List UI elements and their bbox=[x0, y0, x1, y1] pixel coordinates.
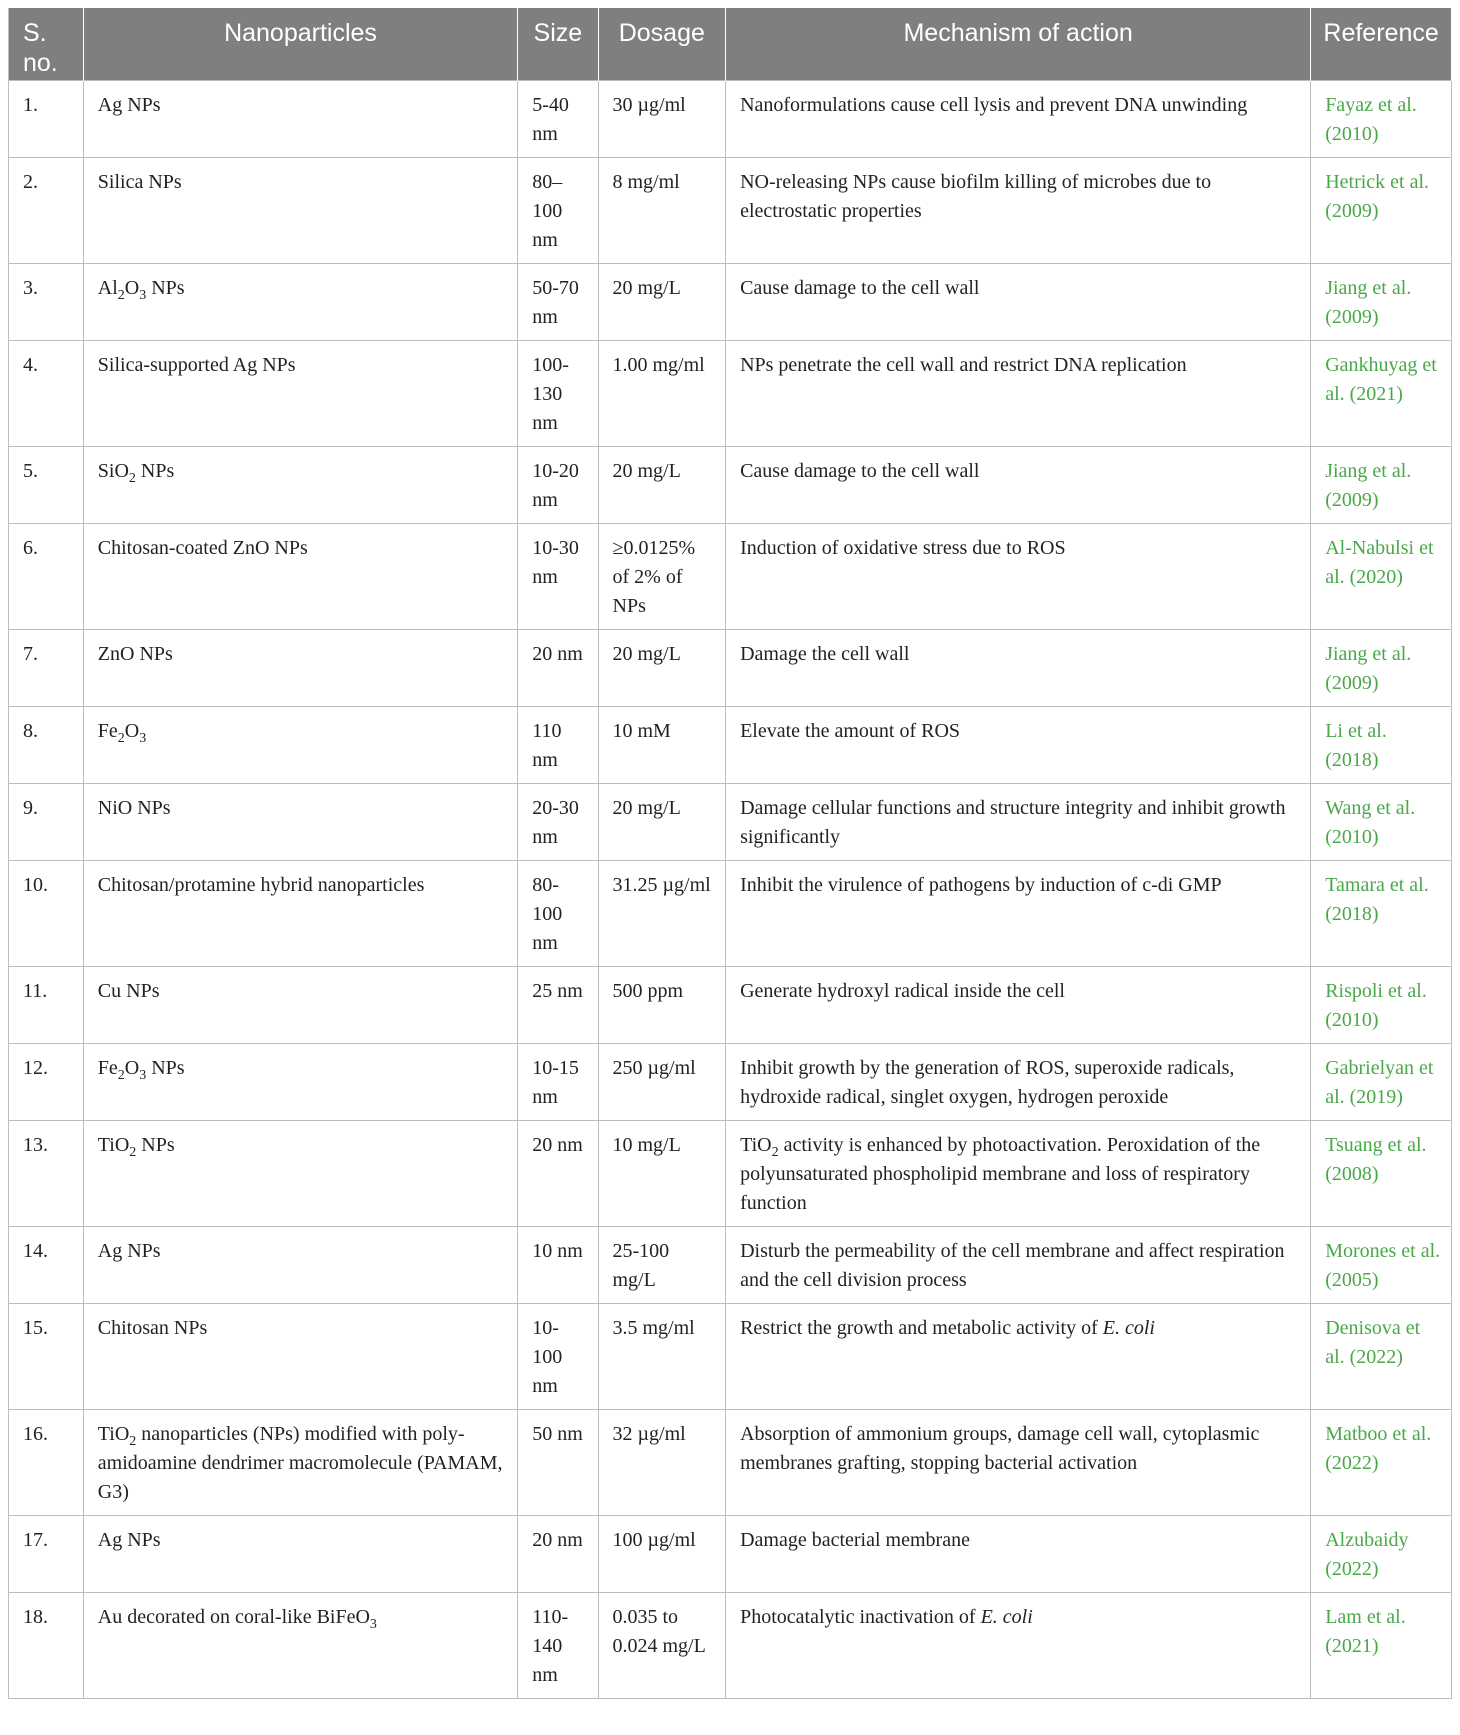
cell-mechanism: Inhibit the virulence of pathogens by induction of c-di GMP bbox=[726, 860, 1311, 966]
cell-mechanism: NO-releasing NPs cause biofilm killing of microbes due to electrostatic properties bbox=[726, 157, 1311, 263]
cell-mechanism: Photocatalytic inactivation of E. coli bbox=[726, 1592, 1311, 1698]
cell-size: 10-100 nm bbox=[518, 1303, 598, 1409]
cell-sno: 13. bbox=[9, 1120, 84, 1226]
cell-size: 20-30 nm bbox=[518, 783, 598, 860]
cell-nanoparticle: ZnO NPs bbox=[83, 629, 517, 706]
cell-size: 10 nm bbox=[518, 1226, 598, 1303]
cell-reference[interactable]: Wang et al. (2010) bbox=[1311, 783, 1452, 860]
cell-size: 50-70 nm bbox=[518, 263, 598, 340]
table-row bbox=[9, 860, 1452, 966]
header-size: Size bbox=[518, 8, 598, 80]
cell-dosage: 20 mg/L bbox=[598, 629, 726, 706]
cell-dosage: 31.25 µg/ml bbox=[598, 860, 726, 966]
cell-nanoparticle: TiO$_2$ NPs bbox=[83, 1120, 517, 1226]
cell-reference[interactable]: Denisova et al. (2022) bbox=[1311, 1303, 1452, 1409]
cell-nanoparticle: $Fe_2O_3$ NPs bbox=[83, 1043, 517, 1120]
cell-nanoparticle: Au decorated on coral-like BiFeO$_3$ bbox=[83, 1592, 517, 1698]
cell-sno: 15. bbox=[9, 1303, 84, 1409]
cell-sno: 17. bbox=[9, 1515, 84, 1592]
table-row bbox=[9, 783, 1452, 860]
cell-sno: 9. bbox=[9, 783, 84, 860]
cell-mechanism: Restrict the growth and metabolic activity of E. coli bbox=[726, 1303, 1311, 1409]
cell-sno: 4. bbox=[9, 340, 84, 446]
cell-dosage: 30 µg/ml bbox=[598, 80, 726, 157]
cell-dosage: 20 mg/L bbox=[598, 446, 726, 523]
table-row bbox=[9, 966, 1452, 1043]
cell-mechanism: Inhibit growth by the generation of ROS, superoxide radicals, hydroxide radical, singlet oxygen, hydrogen peroxide bbox=[726, 1043, 1311, 1120]
table-row bbox=[9, 446, 1452, 523]
cell-reference[interactable]: Li et al. (2018) bbox=[1311, 706, 1452, 783]
cell-mechanism: Damage the cell wall bbox=[726, 629, 1311, 706]
cell-reference[interactable]: Tamara et al. (2018) bbox=[1311, 860, 1452, 966]
cell-size: 110-140 nm bbox=[518, 1592, 598, 1698]
cell-nanoparticle: Chitosan NPs bbox=[83, 1303, 517, 1409]
cell-nanoparticle: Ag NPs bbox=[83, 80, 517, 157]
cell-mechanism: TiO$_2$ activity is enhanced by photoactivation. Peroxidation of the polyunsaturated phospholipid membrane and loss of respiratory function bbox=[726, 1120, 1311, 1226]
table-row bbox=[9, 1515, 1452, 1592]
table-row bbox=[9, 80, 1452, 157]
cell-size: 20 nm bbox=[518, 1120, 598, 1226]
cell-nanoparticle: Chitosan-coated ZnO NPs bbox=[83, 523, 517, 629]
cell-mechanism: Absorption of ammonium groups, damage cell wall, cytoplasmic membranes grafting, stopping bacterial activation bbox=[726, 1409, 1311, 1515]
cell-sno: 7. bbox=[9, 629, 84, 706]
header-mechanism: Mechanism of action bbox=[726, 8, 1311, 80]
cell-size: 5-40 nm bbox=[518, 80, 598, 157]
table-row bbox=[9, 1409, 1452, 1515]
cell-dosage: 3.5 mg/ml bbox=[598, 1303, 726, 1409]
cell-dosage: 10 mM bbox=[598, 706, 726, 783]
cell-mechanism: Damage bacterial membrane bbox=[726, 1515, 1311, 1592]
cell-size: 10-15 nm bbox=[518, 1043, 598, 1120]
cell-size: 20 nm bbox=[518, 1515, 598, 1592]
table-body bbox=[9, 80, 1452, 1698]
cell-sno: 6. bbox=[9, 523, 84, 629]
cell-nanoparticle: Cu NPs bbox=[83, 966, 517, 1043]
cell-dosage: 250 µg/ml bbox=[598, 1043, 726, 1120]
cell-size: 80-100 nm bbox=[518, 860, 598, 966]
cell-size: 50 nm bbox=[518, 1409, 598, 1515]
cell-reference[interactable]: Tsuang et al. (2008) bbox=[1311, 1120, 1452, 1226]
cell-mechanism: Disturb the permeability of the cell membrane and affect respiration and the cell division process bbox=[726, 1226, 1311, 1303]
cell-dosage: 10 mg/L bbox=[598, 1120, 726, 1226]
cell-reference[interactable]: Hetrick et al. (2009) bbox=[1311, 157, 1452, 263]
cell-nanoparticle: Chitosan/protamine hybrid nanoparticles bbox=[83, 860, 517, 966]
cell-reference[interactable]: Jiang et al. (2009) bbox=[1311, 629, 1452, 706]
cell-nanoparticle: Ag NPs bbox=[83, 1226, 517, 1303]
header-row bbox=[9, 8, 1452, 80]
cell-dosage: 0.035 to 0.024 mg/L bbox=[598, 1592, 726, 1698]
cell-mechanism: Cause damage to the cell wall bbox=[726, 446, 1311, 523]
cell-sno: 14. bbox=[9, 1226, 84, 1303]
cell-sno: 1. bbox=[9, 80, 84, 157]
cell-nanoparticle: SiO$_2$ NPs bbox=[83, 446, 517, 523]
cell-nanoparticle: Ag NPs bbox=[83, 1515, 517, 1592]
cell-mechanism: Damage cellular functions and structure integrity and inhibit growth significantly bbox=[726, 783, 1311, 860]
cell-sno: 3. bbox=[9, 263, 84, 340]
table-row bbox=[9, 340, 1452, 446]
cell-nanoparticle: Silica-supported Ag NPs bbox=[83, 340, 517, 446]
cell-dosage: 20 mg/L bbox=[598, 263, 726, 340]
cell-sno: 18. bbox=[9, 1592, 84, 1698]
cell-reference[interactable]: Fayaz et al. (2010) bbox=[1311, 80, 1452, 157]
table-row bbox=[9, 1120, 1452, 1226]
cell-sno: 10. bbox=[9, 860, 84, 966]
cell-reference[interactable]: Alzubaidy (2022) bbox=[1311, 1515, 1452, 1592]
cell-size: 20 nm bbox=[518, 629, 598, 706]
cell-reference[interactable]: Matboo et al. (2022) bbox=[1311, 1409, 1452, 1515]
cell-sno: 2. bbox=[9, 157, 84, 263]
cell-nanoparticle: NiO NPs bbox=[83, 783, 517, 860]
cell-reference[interactable]: Gankhuyag et al. (2021) bbox=[1311, 340, 1452, 446]
cell-sno: 8. bbox=[9, 706, 84, 783]
cell-mechanism: Cause damage to the cell wall bbox=[726, 263, 1311, 340]
cell-size: 110 nm bbox=[518, 706, 598, 783]
table-row bbox=[9, 1303, 1452, 1409]
table-row bbox=[9, 629, 1452, 706]
cell-mechanism: Elevate the amount of ROS bbox=[726, 706, 1311, 783]
header-sno: S. no. bbox=[9, 8, 84, 80]
cell-reference[interactable]: Jiang et al. (2009) bbox=[1311, 446, 1452, 523]
cell-reference[interactable]: Lam et al. (2021) bbox=[1311, 1592, 1452, 1698]
cell-dosage: 8 mg/ml bbox=[598, 157, 726, 263]
cell-mechanism: Generate hydroxyl radical inside the cell bbox=[726, 966, 1311, 1043]
cell-size: 10-20 nm bbox=[518, 446, 598, 523]
nanoparticles-table bbox=[8, 8, 1452, 1699]
cell-sno: 12. bbox=[9, 1043, 84, 1120]
cell-mechanism: NPs penetrate the cell wall and restrict DNA replication bbox=[726, 340, 1311, 446]
cell-reference[interactable]: Morones et al. (2005) bbox=[1311, 1226, 1452, 1303]
table-row bbox=[9, 1592, 1452, 1698]
cell-dosage: 25-100 mg/L bbox=[598, 1226, 726, 1303]
table-row bbox=[9, 157, 1452, 263]
header-reference: Reference bbox=[1311, 8, 1452, 80]
cell-reference[interactable]: Rispoli et al. (2010) bbox=[1311, 966, 1452, 1043]
table-row bbox=[9, 263, 1452, 340]
table-row bbox=[9, 523, 1452, 629]
cell-dosage: 100 µg/ml bbox=[598, 1515, 726, 1592]
cell-dosage: 500 ppm bbox=[598, 966, 726, 1043]
cell-mechanism: Nanoformulations cause cell lysis and prevent DNA unwinding bbox=[726, 80, 1311, 157]
table-container bbox=[8, 8, 1452, 1699]
cell-sno: 16. bbox=[9, 1409, 84, 1515]
cell-nanoparticle: TiO$_2$ nanoparticles (NPs) modified with poly-amidoamine dendrimer macromolecule (PAMAM, G3) bbox=[83, 1409, 517, 1515]
cell-sno: 11. bbox=[9, 966, 84, 1043]
cell-reference[interactable]: Al-Nabulsi et al. (2020) bbox=[1311, 523, 1452, 629]
cell-dosage: 1.00 mg/ml bbox=[598, 340, 726, 446]
cell-dosage: ≥0.0125% of 2% of NPs bbox=[598, 523, 726, 629]
cell-mechanism: Induction of oxidative stress due to ROS bbox=[726, 523, 1311, 629]
cell-size: 80–100 nm bbox=[518, 157, 598, 263]
cell-reference[interactable]: Jiang et al. (2009) bbox=[1311, 263, 1452, 340]
cell-dosage: 32 µg/ml bbox=[598, 1409, 726, 1515]
cell-nanoparticle: $Al_2O_3$ NPs bbox=[83, 263, 517, 340]
cell-size: 100-130 nm bbox=[518, 340, 598, 446]
table-row bbox=[9, 706, 1452, 783]
cell-size: 25 nm bbox=[518, 966, 598, 1043]
cell-size: 10-30 nm bbox=[518, 523, 598, 629]
cell-sno: 5. bbox=[9, 446, 84, 523]
cell-nanoparticle: Silica NPs bbox=[83, 157, 517, 263]
cell-dosage: 20 mg/L bbox=[598, 783, 726, 860]
cell-nanoparticle: $Fe_2O_3$ bbox=[83, 706, 517, 783]
header-dosage: Dosage bbox=[598, 8, 726, 80]
table-row bbox=[9, 1043, 1452, 1120]
cell-reference[interactable]: Gabrielyan et al. (2019) bbox=[1311, 1043, 1452, 1120]
table-row bbox=[9, 1226, 1452, 1303]
header-nanoparticles: Nanoparticles bbox=[83, 8, 517, 80]
